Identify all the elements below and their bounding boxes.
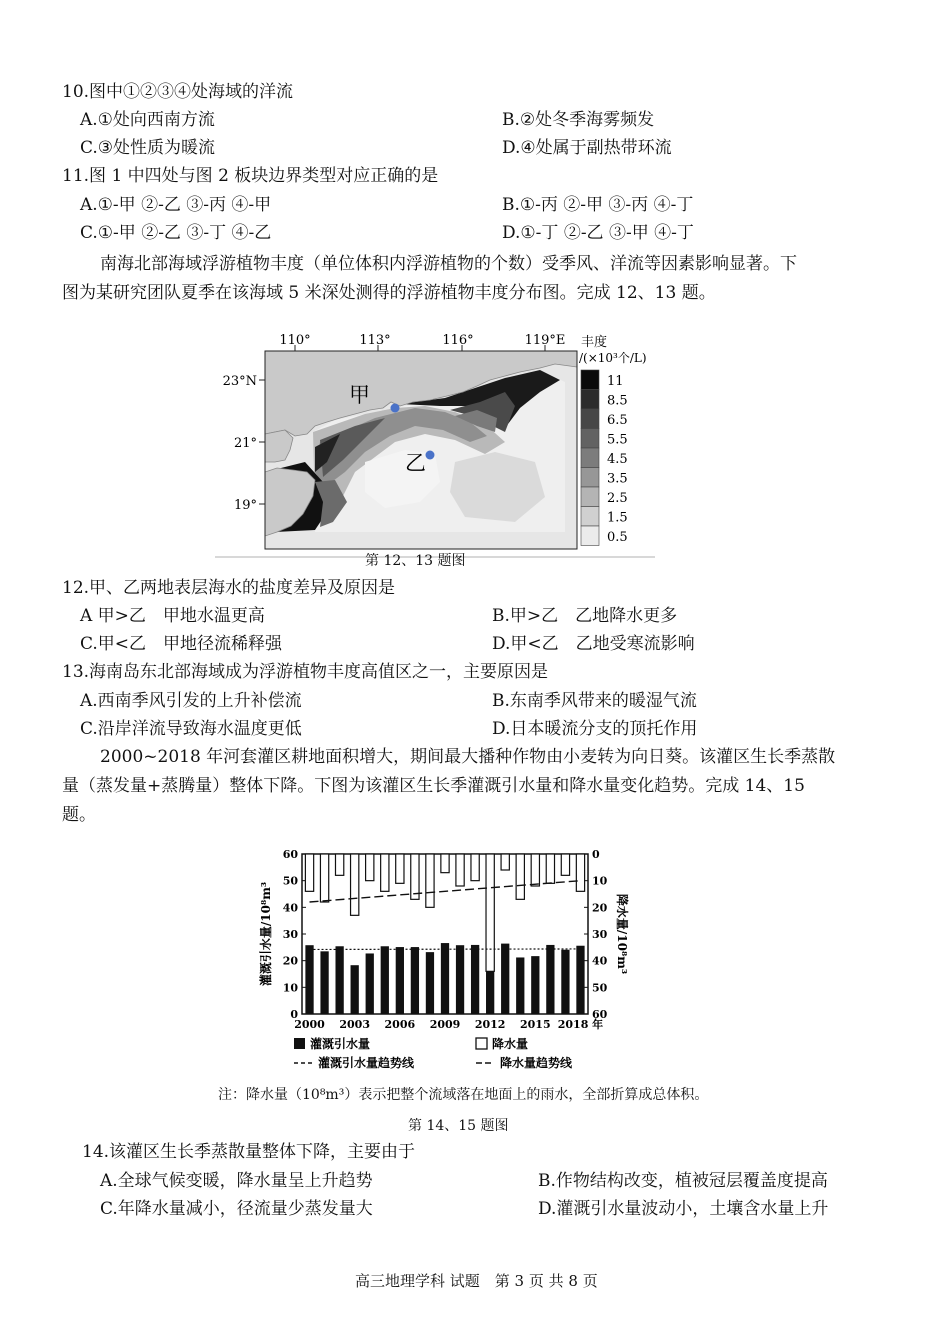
legend-value: 2.5 (607, 490, 628, 506)
legend-swatch (581, 370, 599, 390)
legend-swatch (581, 429, 599, 449)
point-yi-label: 乙 (405, 451, 426, 475)
q11-option-b: B.①-丙 ②-甲 ③-丙 ④-丁 (502, 195, 694, 215)
map-caption: 第 12、13 题图 (365, 553, 466, 569)
irrigation-bar (381, 946, 389, 1014)
q12-option-c: C.甲<乙 甲地径流稀释强 (80, 634, 283, 654)
legend-value: 0.5 (607, 529, 628, 545)
legend-precipitation-swatch (476, 1038, 487, 1049)
irrigation-bar (366, 953, 374, 1014)
precipitation-bar (546, 854, 554, 883)
q14-option-d: D.灌溉引水量波动小，土壤含水量上升 (538, 1199, 829, 1219)
y-right-tick-label: 20 (592, 901, 608, 915)
q12-option-a: A 甲>乙 甲地水温更高 (80, 606, 265, 626)
q10-option-b: B.②处冬季海雾频发 (502, 110, 655, 130)
precipitation-bar (561, 854, 569, 875)
q14-option-b: B.作物结构改变，植被冠层覆盖度提高 (538, 1171, 828, 1191)
y-right-axis-title: 降水量/10⁸m³ (615, 893, 629, 975)
lat-label-23: 23°N (222, 374, 257, 389)
x-tick-label: 2000 (294, 1018, 325, 1031)
legend-value: 11 (607, 373, 624, 389)
legend-value: 8.5 (607, 393, 628, 409)
page-footer: 高三地理学科 试题 第 3 页 共 8 页 (355, 1272, 598, 1290)
y-tick-label: 40 (282, 901, 298, 915)
precipitation-bar (426, 854, 434, 907)
legend-precipitation-label: 降水量 (492, 1037, 529, 1051)
legend-precipitation-trend-label: 降水量趋势线 (500, 1056, 573, 1070)
legend-swatch (581, 507, 599, 527)
legend-value: 6.5 (607, 412, 628, 428)
q11-stem: 11.图 1 中四处与图 2 板块边界类型对应正确的是 (62, 166, 439, 186)
q12-option-b: B.甲>乙 乙地降水更多 (492, 606, 678, 626)
lon-label-119: 119°E (524, 333, 566, 348)
plankton-map (215, 322, 665, 562)
lon-label-113: 113° (359, 333, 391, 348)
y-axis-title: 灌溉引水量/10⁸m³ (259, 881, 273, 987)
point-jia-marker (391, 404, 400, 413)
precipitation-bar (441, 854, 449, 873)
precipitation-bar (320, 854, 328, 902)
lon-label-116: 116° (442, 333, 474, 348)
lat-label-21: 21° (233, 436, 257, 451)
irrigation-bar (351, 965, 359, 1014)
q13-option-d: D.日本暖流分支的顶托作用 (492, 719, 698, 739)
y-tick-label: 30 (282, 928, 298, 941)
precipitation-bar (516, 854, 524, 899)
y-right-tick-label: 60 (592, 1008, 608, 1021)
precipitation-bar (456, 854, 464, 886)
q14-option-c: C.年降水量减小，径流量少蒸发量大 (100, 1199, 373, 1219)
y-tick-label: 60 (282, 848, 298, 861)
q10-option-a: A.①处向西南方流 (80, 110, 215, 130)
irrigation-bar (441, 943, 449, 1014)
precipitation-bar (576, 854, 584, 891)
precipitation-bar (411, 854, 419, 899)
legend-swatch (581, 468, 599, 488)
q11-option-c: C.①-甲 ②-乙 ③-丁 ④-乙 (80, 223, 272, 243)
y-right-tick-label: 50 (592, 981, 608, 995)
precipitation-bar (531, 854, 539, 886)
irrigation-bar (335, 946, 343, 1014)
legend-value: 5.5 (607, 432, 628, 448)
legend-swatch (581, 487, 599, 507)
irrigation-bar (456, 945, 464, 1014)
precipitation-bar (396, 854, 404, 883)
irrigation-bar (531, 956, 539, 1014)
q12-stem: 12.甲、乙两地表层海水的盐度差异及原因是 (62, 578, 396, 598)
passage1-line1: 南海北部海域浮游植物丰度（单位体积内浮游植物的个数）受季风、洋流等因素影响显著。下 (100, 254, 797, 274)
irrigation-bar (305, 945, 313, 1014)
precipitation-bar (366, 854, 374, 881)
x-tick-label: 2003 (339, 1018, 370, 1031)
irrigation-bar (411, 947, 419, 1014)
q14-option-a: A.全球气候变暖，降水量呈上升趋势 (100, 1171, 373, 1191)
legend-unit: /(×10³个/L) (579, 351, 647, 365)
y-tick-label: 20 (282, 954, 298, 968)
q13-option-c: C.沿岸洋流导致海水温度更低 (80, 719, 302, 739)
lat-label-19: 19° (233, 498, 257, 513)
y-tick-label: 10 (282, 981, 298, 995)
legend-swatch (581, 526, 599, 546)
y-right-tick-label: 40 (592, 954, 608, 968)
irrigation-bar (546, 945, 554, 1014)
y-right-tick-label: 0 (592, 848, 600, 861)
q10-option-d: D.④处属于副热带环流 (502, 138, 672, 158)
legend-swatch (581, 390, 599, 410)
legend-title: 丰度 (581, 335, 608, 350)
y-right-tick-label: 10 (592, 874, 608, 888)
x-tick-label: 2018 年 (557, 1018, 604, 1031)
legend-irrigation-swatch (294, 1038, 305, 1049)
precipitation-bar (471, 854, 479, 881)
chart-note: 注：降水量（10⁸m³）表示把整个流域落在地面上的雨水，全部折算成总体积。 (218, 1087, 709, 1103)
irrigation-bar (396, 947, 404, 1014)
irrigation-bar (501, 944, 509, 1014)
x-tick-label: 2006 (384, 1018, 416, 1031)
legend-irrigation-trend-label: 灌溉引水量趋势线 (318, 1056, 415, 1070)
irrigation-bar (471, 945, 479, 1014)
precipitation-bar (351, 854, 359, 915)
q10-option-c: C.③处性质为暖流 (80, 138, 216, 158)
irrigation-bar (576, 946, 584, 1014)
legend-irrigation-label: 灌溉引水量 (310, 1037, 371, 1051)
irrigation-chart (250, 840, 630, 1080)
legend-value: 3.5 (607, 471, 628, 487)
legend-swatch (581, 448, 599, 468)
irrigation-bar (561, 950, 569, 1014)
chart-caption: 第 14、15 题图 (408, 1118, 509, 1134)
passage2-line3: 题。 (62, 805, 96, 825)
y-tick-label: 50 (282, 874, 298, 888)
irrigation-bar (426, 952, 434, 1014)
precipitation-bar (335, 854, 343, 875)
passage1-line2: 图为某研究团队夏季在该海域 5 米深处测得的浮游植物丰度分布图。完成 12、13 题。 (62, 283, 716, 303)
irrigation-bar (516, 957, 524, 1014)
passage2-line1: 2000~2018 年河套灌区耕地面积增大，期间最大播种作物由小麦转为向日葵。该灌区生长季蒸散 (100, 747, 836, 767)
lon-label-110: 110° (279, 333, 311, 348)
passage2-line2: 量（蒸发量+蒸腾量）整体下降。下图为该灌区生长季灌溉引水量和降水量变化趋势。完成 14、15 (62, 776, 805, 796)
irrigation-bar (320, 951, 328, 1014)
precipitation-bar (381, 854, 389, 891)
q13-option-a: A.西南季风引发的上升补偿流 (80, 691, 302, 711)
q13-stem: 13.海南岛东北部海域成为浮游植物丰度高值区之一，主要原因是 (62, 662, 549, 682)
q10-stem: 10.图中①②③④处海域的洋流 (62, 82, 294, 102)
y-tick-label: 0 (290, 1008, 298, 1021)
x-tick-label: 2012 (474, 1018, 506, 1031)
point-yi-marker (426, 451, 435, 460)
precipitation-bar (305, 854, 313, 891)
q13-option-b: B.东南季风带来的暖湿气流 (492, 691, 697, 711)
map-legend (581, 370, 628, 546)
legend-value: 4.5 (607, 451, 628, 467)
legend-swatch (581, 409, 599, 429)
legend-value: 1.5 (607, 510, 628, 526)
q12-option-d: D.甲<乙 乙地受寒流影响 (492, 634, 695, 654)
precipitation-bar (486, 854, 494, 971)
x-tick-label: 2009 (429, 1018, 461, 1031)
precipitation-bar (501, 854, 509, 870)
x-tick-label: 2015 (520, 1018, 551, 1031)
point-jia-label: 甲 (349, 383, 370, 407)
q11-option-a: A.①-甲 ②-乙 ③-丙 ④-甲 (80, 195, 272, 215)
y-right-tick-label: 30 (592, 928, 608, 941)
q14-stem: 14.该灌区生长季蒸散量整体下降，主要由于 (82, 1142, 416, 1162)
q11-option-d: D.①-丁 ②-乙 ③-甲 ④-丁 (502, 223, 694, 243)
